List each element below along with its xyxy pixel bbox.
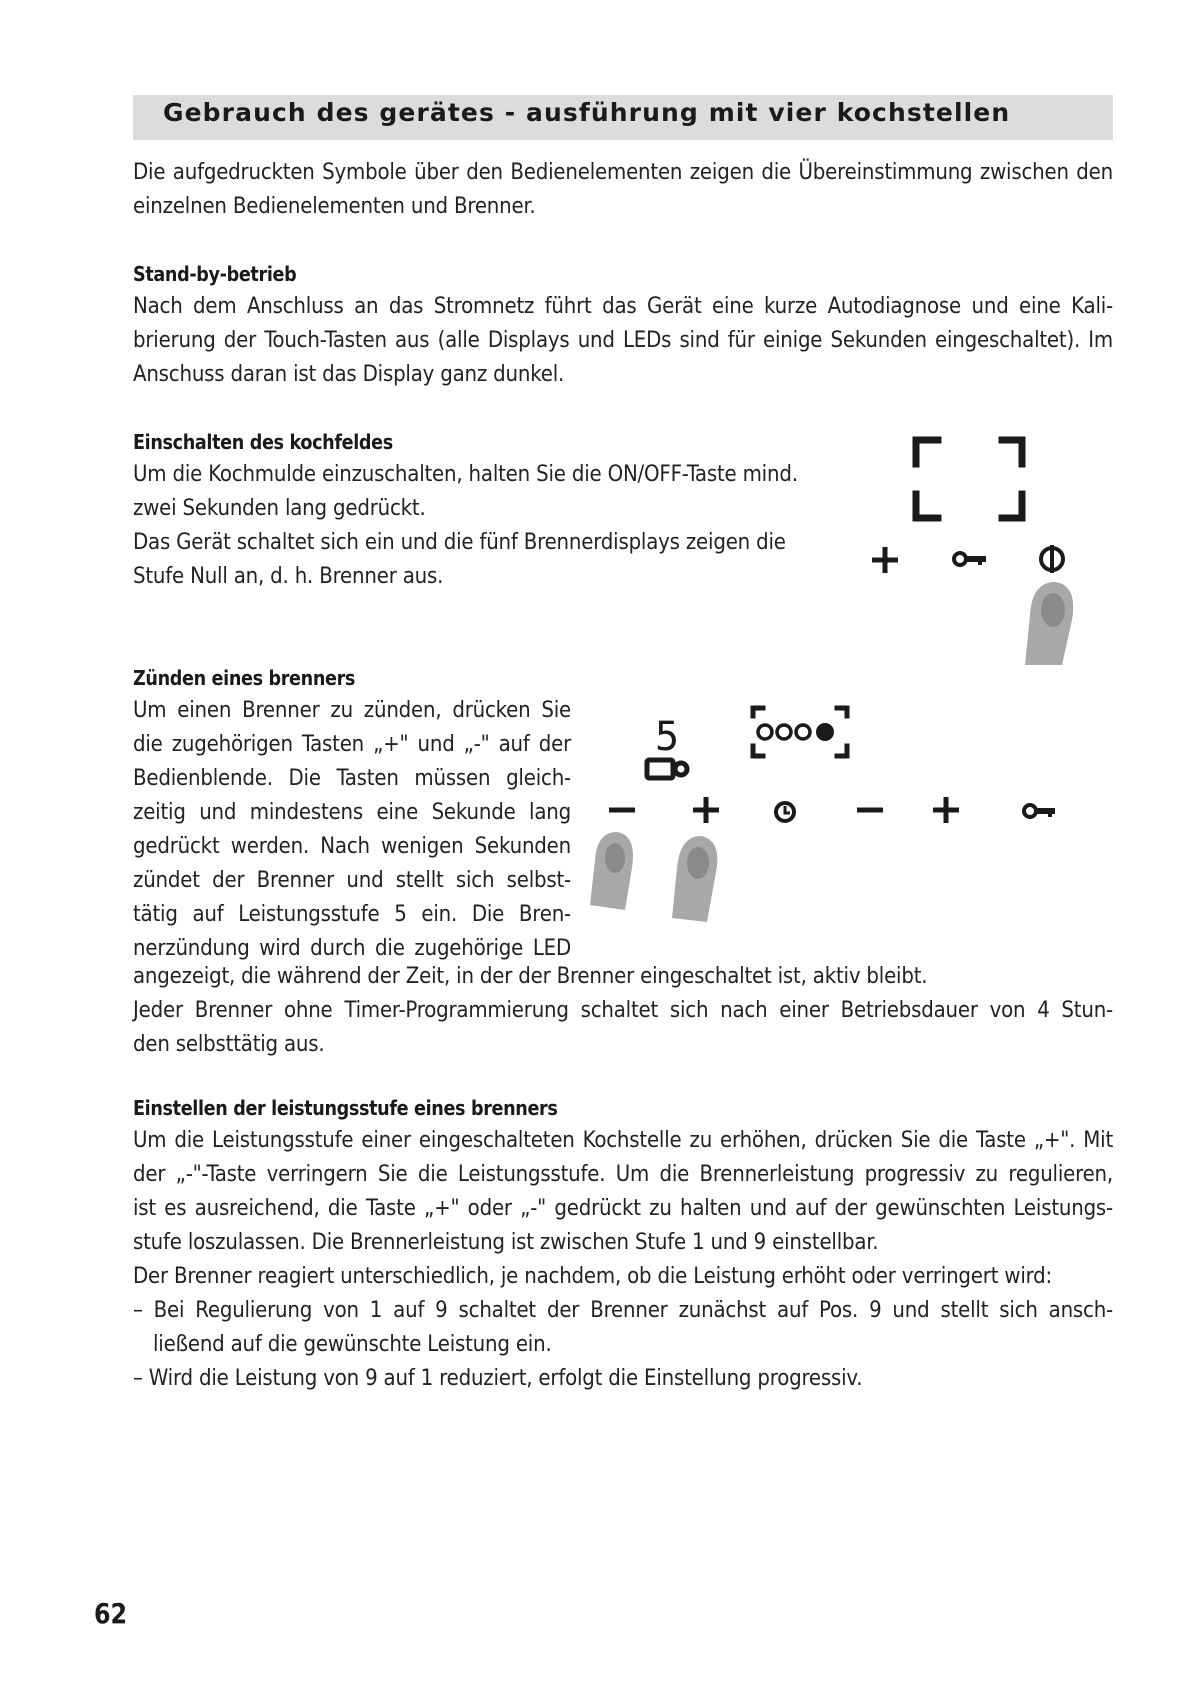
finger-icon xyxy=(672,836,717,922)
onoff-panel-figure xyxy=(840,430,1090,670)
intro-line: einzelnen Bedienelementen und Brenner. xyxy=(133,194,536,219)
ignite-line: den selbsttätig aus. xyxy=(133,1032,325,1057)
ignite-line: nerzündung wird durch die zugehörige LED xyxy=(133,936,571,961)
power-icon xyxy=(1041,545,1063,573)
intro-paragraph xyxy=(133,156,1113,224)
display-frame-icon xyxy=(916,440,1022,518)
switch-on-line: zwei Sekunden lang gedrückt. xyxy=(133,496,426,521)
ignite-line: Jeder Brenner ohne Timer-Programmierung schaltet sich nach einer Betriebsdauer von 4 Stun- xyxy=(133,998,1113,1023)
finger-icon xyxy=(590,832,633,910)
standby-line: Nach dem Anschluss an das Stromnetz führt das Gerät eine kurze Autodiagnose und eine Kali- xyxy=(133,294,1113,319)
standby-line: brierung der Touch-Tasten aus (alle Displays und LEDs sind für einige Sekunden eingeschaltet). Im xyxy=(133,328,1113,353)
standby-section xyxy=(133,258,1113,392)
plus-icon xyxy=(693,797,719,823)
ignite-line: tätig auf Leistungsstufe 5 ein. Die Bren- xyxy=(133,902,571,927)
power-level-line: Um die Leistungsstufe einer eingeschalteten Kochstelle zu erhöhen, drücken Sie die Taste „+". Mit xyxy=(133,1128,1113,1153)
ignite-line: gedrückt werden. Nach wenigen Sekunden xyxy=(133,834,571,859)
power-level-section xyxy=(133,1092,1113,1396)
plus-icon xyxy=(933,797,959,823)
page-title: Gebrauch des gerätes - ausführung mit vier kochstellen xyxy=(163,98,1011,127)
section-title-bar xyxy=(133,95,1113,140)
power-level-line: der „-"-Taste verringern Sie die Leistungsstufe. Um die Brennerleistung progressiv zu regulieren, xyxy=(133,1162,1113,1187)
intro-line: Die aufgedruckten Symbole über den Bedienelementen zeigen die Übereinstimmung zwischen den xyxy=(133,160,1113,185)
finger-icon xyxy=(1025,582,1073,665)
timer-clock-icon xyxy=(776,803,794,821)
ignite-line: zeitig und mindestens eine Sekunde lang xyxy=(133,800,571,825)
switch-on-line: Um die Kochmulde einzuschalten, halten Sie die ON/OFF-Taste mind. xyxy=(133,462,798,487)
switch-on-section xyxy=(133,426,823,594)
ignite-section xyxy=(133,662,571,966)
ignite-line: Bedienblende. Die Tasten müssen gleich- xyxy=(133,766,571,791)
ignite-line: angezeigt, die während der Zeit, in der der Brenner eingeschaltet ist, aktiv bleibt. xyxy=(133,964,928,989)
plus-icon xyxy=(872,547,898,573)
bullet-item-continuation: ließend auf die gewünschte Leistung ein. xyxy=(153,1332,552,1357)
timer-display-icon xyxy=(647,760,687,778)
ignite-continued xyxy=(133,960,1113,1062)
page-number: 62 xyxy=(94,1597,128,1630)
ignite-heading: Zünden eines brenners xyxy=(133,666,356,690)
ignite-line: die zugehörigen Tasten „+" und „-" auf der xyxy=(133,732,571,757)
standby-heading: Stand-by-betrieb xyxy=(133,262,297,286)
ignite-line: Um einen Brenner zu zünden, drücken Sie xyxy=(133,698,571,723)
burner-position-leds xyxy=(758,723,834,741)
bullet-item: – Bei Regulierung von 1 auf 9 schaltet der Brenner zunächst auf Pos. 9 und stellt sich ansch- xyxy=(133,1298,1113,1323)
power-level-line: ist es ausreichend, die Taste „+" oder „-" gedrückt zu halten und auf der gewünschten Leistungs- xyxy=(133,1196,1113,1221)
key-icon xyxy=(954,553,986,565)
switch-on-line: Das Gerät schaltet sich ein und die fünf Brennerdisplays zeigen die xyxy=(133,530,786,555)
switch-on-heading: Einschalten des kochfeldes xyxy=(133,430,393,454)
bullet-item: – Wird die Leistung von 9 auf 1 reduziert, erfolgt die Einstellung progressiv. xyxy=(133,1366,863,1391)
switch-on-line: Stufe Null an, d. h. Brenner aus. xyxy=(133,564,444,589)
standby-line: Anschuss daran ist das Display ganz dunkel. xyxy=(133,362,565,387)
ignite-line: zündet der Brenner und stellt sich selbst- xyxy=(133,868,571,893)
level-display-digit: 5 xyxy=(655,714,680,760)
power-level-heading: Einstellen der leistungsstufe eines brenners xyxy=(133,1096,558,1120)
power-level-line: Der Brenner reagiert unterschiedlich, je nachdem, ob die Leistung erhöht oder verringert wird: xyxy=(133,1264,1053,1289)
key-icon xyxy=(1024,805,1055,817)
burner-control-figure xyxy=(585,700,1065,925)
power-level-line: stufe loszulassen. Die Brennerleistung ist zwischen Stufe 1 und 9 einstellbar. xyxy=(133,1230,879,1255)
